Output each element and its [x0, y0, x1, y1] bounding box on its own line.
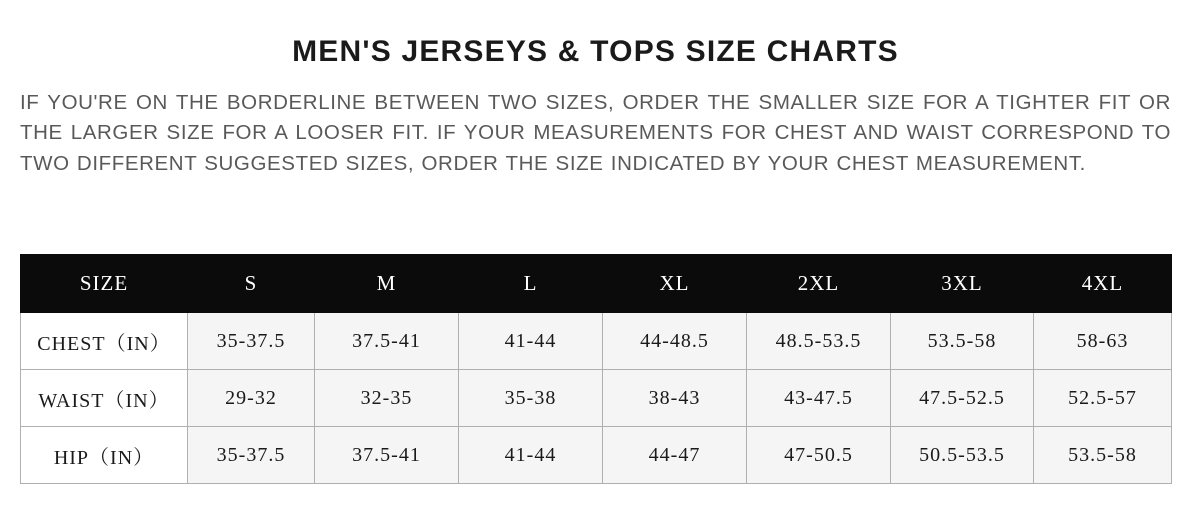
cell-hip-2xl: 47-50.5 [747, 427, 891, 484]
table-row [21, 427, 1172, 484]
table-row [21, 313, 1172, 370]
cell-chest-l: 41-44 [459, 313, 603, 370]
row-label-chest: CHEST（IN） [21, 313, 188, 370]
cell-chest-s: 35-37.5 [188, 313, 315, 370]
size-chart-table-container [20, 254, 1171, 484]
column-header-xl: XL [603, 255, 747, 313]
cell-hip-3xl: 50.5-53.5 [891, 427, 1034, 484]
table-header-row [21, 255, 1172, 313]
cell-chest-2xl: 48.5-53.5 [747, 313, 891, 370]
row-label-hip: HIP（IN） [21, 427, 188, 484]
cell-waist-3xl: 47.5-52.5 [891, 370, 1034, 427]
cell-waist-m: 32-35 [315, 370, 459, 427]
cell-hip-m: 37.5-41 [315, 427, 459, 484]
cell-chest-4xl: 58-63 [1034, 313, 1172, 370]
cell-waist-4xl: 52.5-57 [1034, 370, 1172, 427]
size-chart-table [20, 254, 1172, 484]
page-title: MEN'S JERSEYS & TOPS SIZE CHARTS [292, 35, 899, 68]
column-header-2xl: 2XL [747, 255, 891, 313]
cell-chest-xl: 44-48.5 [603, 313, 747, 370]
cell-hip-s: 35-37.5 [188, 427, 315, 484]
table-header [21, 255, 1172, 313]
column-header-4xl: 4XL [1034, 255, 1172, 313]
column-header-m: M [315, 255, 459, 313]
column-header-size: SIZE [21, 255, 188, 313]
cell-hip-4xl: 53.5-58 [1034, 427, 1172, 484]
row-label-waist: WAIST（IN） [21, 370, 188, 427]
cell-waist-l: 35-38 [459, 370, 603, 427]
cell-hip-l: 41-44 [459, 427, 603, 484]
cell-waist-2xl: 43-47.5 [747, 370, 891, 427]
cell-waist-xl: 38-43 [603, 370, 747, 427]
cell-waist-s: 29-32 [188, 370, 315, 427]
table-body [21, 313, 1172, 484]
cell-chest-3xl: 53.5-58 [891, 313, 1034, 370]
table-row [21, 370, 1172, 427]
intro-paragraph: IF YOU'RE ON THE BORDERLINE BETWEEN TWO SIZES, ORDER THE SMALLER SIZE FOR A TIGHTER FIT OR THE LARGER SIZE FOR A LOOSER FIT. IF YOUR MEASUREMENTS FOR CHEST AND WAIST CORRESPOND TO TWO DIFFERENT SUGGESTED SIZES, ORDER THE SIZE INDICATED BY YOUR CHEST MEASUREMENT. [20, 91, 1171, 175]
column-header-s: S [188, 255, 315, 313]
cell-hip-xl: 44-47 [603, 427, 747, 484]
column-header-3xl: 3XL [891, 255, 1034, 313]
cell-chest-m: 37.5-41 [315, 313, 459, 370]
column-header-l: L [459, 255, 603, 313]
